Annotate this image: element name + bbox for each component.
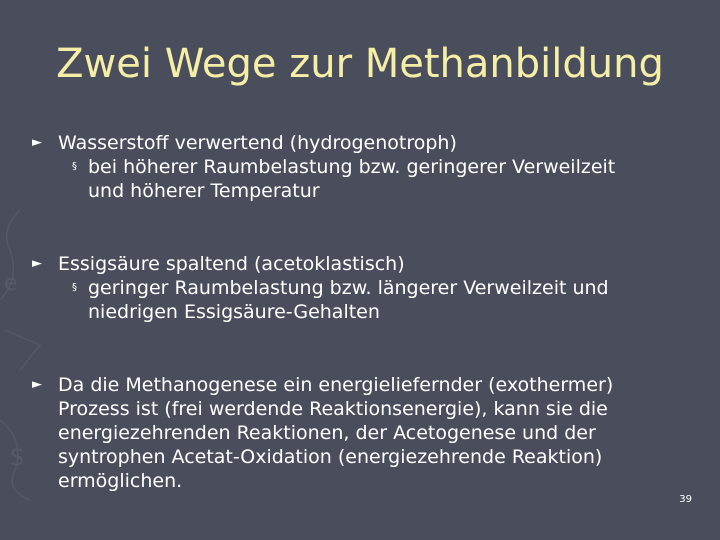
slide-title: Zwei Wege zur Methanbildung	[56, 41, 664, 87]
arrow-bullet-icon: ►	[32, 256, 42, 271]
section-bullet-icon: §	[72, 161, 77, 172]
bullet-text: Essigsäure spaltend (acetoklastisch)	[58, 253, 405, 275]
bullet-text: Wasserstoff verwertend (hydrogenotroph)	[58, 132, 457, 154]
bullet-methanogenese	[32, 373, 692, 493]
bullet-acetoklastisch	[32, 252, 692, 324]
section-bullet-icon: §	[72, 282, 77, 293]
bullet-hydrogenotroph	[32, 131, 692, 203]
arrow-bullet-icon: ►	[32, 377, 42, 392]
arrow-bullet-icon: ►	[32, 135, 42, 150]
svg-text:S: S	[10, 446, 24, 471]
sub-bullet-text: geringer Raumbelastung bzw. längerer Verweilzeit und niedrigen Essigsäure-Gehalten	[88, 277, 609, 323]
sub-bullet-text: bei höherer Raumbelastung bzw. geringerer Verweilzeit und höherer Temperatur	[88, 156, 616, 202]
svg-text:e: e	[4, 271, 18, 296]
page-number: 39	[679, 494, 692, 505]
bullet-text: Da die Methanogenese ein energieliefernder (exothermer) Prozess ist (frei werdende Reaktionsenergie), kann sie die energiezehrenden Reaktionen, der Acetogenese und der syntrophen Acetat-Oxidation (energiezehrende Reaktion) ermöglichen.	[58, 374, 614, 492]
